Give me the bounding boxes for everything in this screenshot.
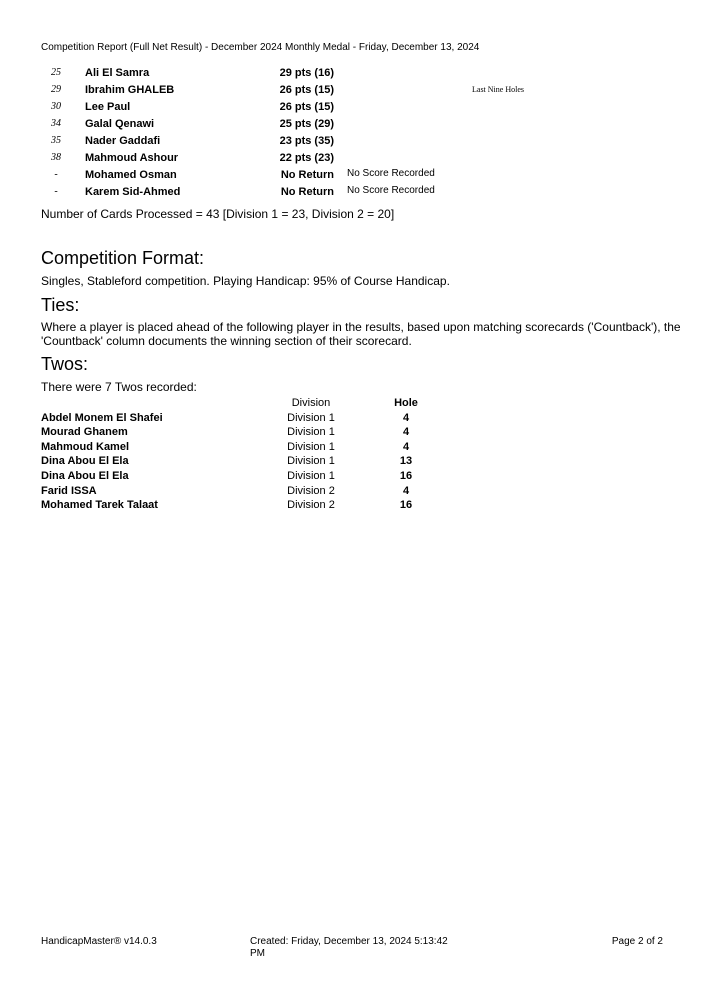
twos-table-header	[41, 397, 461, 412]
twos-division: Division 2	[287, 484, 335, 497]
twos-hole: 16	[399, 469, 413, 482]
countback-label: Last Nine Holes	[472, 85, 524, 94]
result-row	[41, 168, 641, 185]
twos-player-name: Dina Abou El Ela	[41, 469, 129, 482]
twos-division: Division 1	[287, 469, 335, 482]
report-header: Competition Report (Full Net Result) - December 2024 Monthly Medal - Friday, December 13, 2024	[41, 42, 480, 53]
results-list	[41, 66, 641, 202]
result-row	[41, 151, 641, 168]
twos-column-hole: Hole	[394, 397, 418, 409]
competition-format-text: Singles, Stableford competition. Playing Handicap: 95% of Course Handicap.	[41, 274, 450, 288]
twos-division: Division 2	[287, 499, 335, 512]
result-score: 22 pts (23)	[279, 152, 334, 164]
twos-division: Division 1	[287, 426, 335, 439]
result-position: 30	[51, 101, 61, 112]
result-note: No Score Recorded	[347, 185, 435, 196]
twos-hole: 4	[402, 411, 410, 424]
twos-division: Division 1	[287, 411, 335, 424]
result-row	[41, 83, 641, 100]
twos-hole: 4	[402, 484, 410, 497]
twos-heading: Twos:	[41, 354, 89, 374]
twos-player-name: Mourad Ghanem	[41, 426, 128, 439]
twos-table-row	[41, 485, 461, 500]
result-player-name: Lee Paul	[85, 101, 131, 113]
twos-hole: 13	[399, 455, 413, 468]
result-score: 29 pts (16)	[279, 67, 334, 79]
twos-table-row	[41, 441, 461, 456]
result-score: 26 pts (15)	[279, 101, 334, 113]
result-score: No Return	[280, 169, 334, 181]
footer-software-version: HandicapMaster® v14.0.3	[41, 936, 157, 947]
result-row	[41, 117, 641, 134]
result-player-name: Ali El Samra	[85, 67, 150, 79]
result-position: -	[54, 186, 58, 197]
result-score: 26 pts (15)	[279, 84, 334, 96]
twos-player-name: Farid ISSA	[41, 484, 97, 497]
twos-player-name: Abdel Monem El Shafei	[41, 411, 163, 424]
twos-hole: 4	[402, 426, 410, 439]
twos-table-row	[41, 426, 461, 441]
cards-processed-summary: Number of Cards Processed = 43 [Division 1 = 23, Division 2 = 20]	[41, 207, 395, 221]
twos-division: Division 1	[287, 440, 335, 453]
twos-table-row	[41, 499, 461, 514]
result-row	[41, 134, 641, 151]
twos-hole: 16	[399, 499, 413, 512]
result-position: 25	[51, 67, 61, 78]
footer-created-timestamp: Created: Friday, December 13, 2024 5:13:42 PM	[250, 936, 448, 959]
result-player-name: Karem Sid-Ahmed	[85, 186, 181, 198]
result-row	[41, 185, 641, 202]
twos-table-row	[41, 412, 461, 427]
result-position: 29	[51, 84, 61, 95]
result-player-name: Nader Gaddafi	[85, 135, 161, 147]
result-score: 23 pts (35)	[279, 135, 334, 147]
ties-text: Where a player is placed ahead of the following player in the results, based upon matching scorecards ('Countback'), the 'Countback' column documents the winning section of their scorecard.	[41, 320, 681, 348]
footer-page-number: Page 2 of 2	[611, 936, 663, 947]
result-row	[41, 100, 641, 117]
result-score: 25 pts (29)	[279, 118, 334, 130]
result-score: No Return	[280, 186, 334, 198]
twos-table-row	[41, 455, 461, 470]
ties-heading: Ties:	[41, 295, 80, 315]
result-position: -	[54, 169, 58, 180]
twos-player-name: Mahmoud Kamel	[41, 440, 130, 453]
result-position: 34	[51, 118, 61, 129]
twos-hole: 4	[402, 440, 410, 453]
result-player-name: Mohamed Osman	[85, 169, 177, 181]
twos-table-row	[41, 470, 461, 485]
result-note: No Score Recorded	[347, 168, 435, 179]
twos-table	[41, 397, 461, 514]
result-position: 35	[51, 135, 61, 146]
result-position: 38	[51, 152, 61, 163]
twos-column-division: Division	[291, 397, 331, 409]
twos-player-name: Dina Abou El Ela	[41, 455, 129, 468]
competition-format-heading: Competition Format:	[41, 248, 205, 268]
result-player-name: Ibrahim GHALEB	[85, 84, 175, 96]
twos-intro: There were 7 Twos recorded:	[41, 380, 197, 394]
twos-division: Division 1	[287, 455, 335, 468]
result-row	[41, 66, 641, 83]
twos-player-name: Mohamed Tarek Talaat	[41, 499, 158, 512]
result-player-name: Mahmoud Ashour	[85, 152, 179, 164]
result-player-name: Galal Qenawi	[85, 118, 155, 130]
